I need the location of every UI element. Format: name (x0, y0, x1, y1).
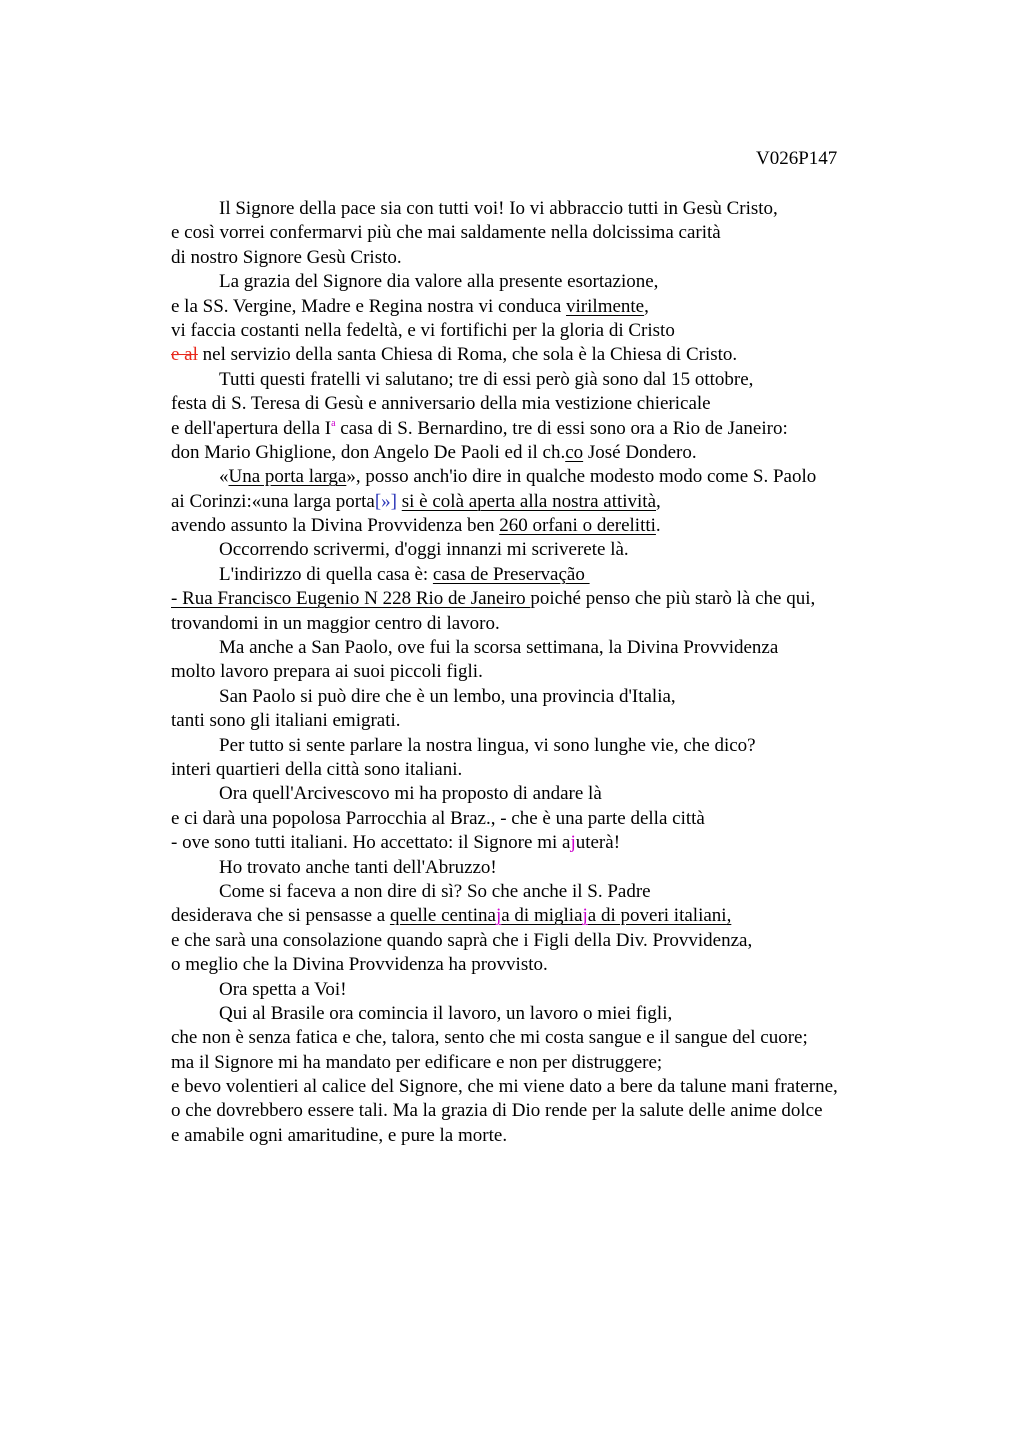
text-line (171, 197, 991, 221)
text-line (171, 270, 991, 294)
text-line (171, 660, 991, 684)
underlined-text: Una porta larga (228, 466, 347, 488)
line-text: , (644, 295, 649, 317)
text-line (171, 587, 991, 611)
line-text: Come si faceva a non dire di sì? So che anche il S. Padre (219, 880, 651, 902)
underlined-text: a di miglia (501, 905, 583, 927)
page-code: V026P147 (756, 148, 838, 169)
text-line (171, 319, 991, 343)
text-line (171, 1099, 991, 1123)
text-line (171, 295, 991, 319)
underlined-text: , (726, 905, 732, 927)
line-text: festa di S. Teresa di Gesù e anniversario della mia vestizione chiericale (171, 393, 711, 415)
text-line (171, 1002, 991, 1026)
text-line (171, 246, 991, 270)
text-line (171, 929, 991, 953)
letter-body (171, 197, 991, 1148)
line-text: don Mario Ghiglione, don Angelo De Paoli ed il ch. (171, 441, 566, 463)
inserted-letter: j (495, 905, 502, 927)
text-line (171, 734, 991, 758)
deleted-text: e al (171, 344, 198, 366)
text-line (171, 221, 991, 245)
line-text: Per tutto si sente parlare la nostra lingua, vi sono lunghe vie, che dico? (219, 734, 756, 756)
line-text: e che sarà una consolazione quando saprà che i Figli della Div. Provvidenza, (171, 929, 753, 951)
underlined-text: co (565, 441, 584, 463)
editorial-bracket: [»] (374, 490, 397, 512)
text-line (171, 953, 991, 977)
line-text: e bevo volentieri al calice del Signore, che mi viene dato a bere da talune mani fraterne, (171, 1076, 838, 1098)
underlined-text: 260 orfani o derelitti (499, 515, 656, 537)
line-text: e dell'apertura della I (171, 417, 332, 439)
line-text: ai Corinzi:«una larga porta (171, 490, 375, 512)
text-line (171, 880, 991, 904)
text-line (171, 465, 991, 489)
line-text: Il Signore della pace sia con tutti voi! Io vi abbraccio tutti in Gesù Cristo, (219, 198, 778, 219)
text-line (171, 758, 991, 782)
line-text: trovandomi in un maggior centro di lavoro. (171, 612, 500, 634)
text-line (171, 368, 991, 392)
line-text: e la SS. Vergine, Madre e Regina nostra vi conduca (171, 295, 567, 317)
text-line (171, 417, 991, 441)
line-text: Tutti questi fratelli vi salutano; tre di essi però già sono dal 15 ottobre, (219, 368, 754, 390)
underlined-text: si è colà aperta alla nostra attività (401, 490, 657, 512)
line-text: che non è senza fatica e che, talora, sento che mi costa sangue e il sangue del cuore; (171, 1027, 808, 1049)
line-text: avendo assunto la Divina Provvidenza ben (171, 515, 500, 537)
text-line (171, 441, 991, 465)
line-text: Ora quell'Arcivescovo mi ha proposto di andare là (219, 783, 602, 805)
text-line (171, 1051, 991, 1075)
line-text: - ove sono tutti italiani. Ho accettato: il Signore mi a (171, 832, 571, 854)
text-line (171, 1124, 991, 1148)
text-line (171, 612, 991, 636)
line-text: Ora spetta a Voi! (219, 978, 347, 1000)
line-text: Qui al Brasile ora comincia il lavoro, un lavoro o miei figli, (219, 1002, 673, 1024)
text-line (171, 563, 991, 587)
line-text: », posso anch'io dire in qualche modesto modo come S. Paolo (346, 466, 817, 488)
text-line (171, 490, 991, 514)
line-text: tanti sono gli italiani emigrati. (171, 710, 401, 732)
line-text: di nostro Signore Gesù Cristo. (171, 246, 402, 268)
text-line (171, 685, 991, 709)
underlined-text: a di poveri italiani (587, 905, 727, 927)
inserted-letter: j (582, 905, 588, 927)
text-line (171, 636, 991, 660)
line-text: « (219, 466, 229, 488)
inserted-letter: j (570, 832, 576, 854)
text-line (171, 538, 991, 562)
line-text: ma il Signore mi ha mandato per edificare e non per distruggere; (171, 1051, 663, 1073)
text-line (171, 343, 991, 367)
line-text: o meglio che la Divina Provvidenza ha provvisto. (171, 954, 548, 976)
line-text: o che dovrebbero essere tali. Ma la grazia di Dio rende per la salute delle anime dolce (171, 1100, 823, 1122)
underlined-text: - Rua Francisco Eugenio N 228 Rio de Janeiro (171, 588, 531, 610)
text-line (171, 782, 991, 806)
line-text: . (655, 515, 661, 537)
line-text: poiché penso che più starò là che qui, (530, 588, 816, 610)
underlined-text: casa de Preservação (432, 563, 590, 585)
line-text: José Dondero. (583, 441, 697, 463)
line-text: Ma anche a San Paolo, ove fui la scorsa settimana, la Divina Provvidenza (219, 637, 779, 659)
line-text: San Paolo si può dire che è un lembo, una provincia d'Italia, (219, 685, 676, 707)
text-line (171, 978, 991, 1002)
underlined-text: quelle centina (389, 905, 496, 927)
line-text: desiderava che si pensasse a (171, 905, 390, 927)
text-line (171, 392, 991, 416)
text-line (171, 1026, 991, 1050)
line-text: uterà! (575, 832, 621, 854)
text-line (171, 709, 991, 733)
line-text: Occorrendo scrivermi, d'oggi innanzi mi scriverete là. (219, 539, 629, 561)
line-text: La grazia del Signore dia valore alla presente esortazione, (219, 271, 659, 293)
line-text: vi faccia costanti nella fedeltà, e vi fortifichi per la gloria di Cristo (171, 319, 675, 341)
line-text: molto lavoro prepara ai suoi piccoli figli. (171, 661, 483, 683)
line-text: e ci darà una popolosa Parrocchia al Braz., - che è una parte della città (171, 807, 705, 829)
text-line (171, 904, 991, 928)
text-line (171, 856, 991, 880)
text-line (171, 514, 991, 538)
text-line (171, 1075, 991, 1099)
line-text: L'indirizzo di quella casa è: (219, 563, 433, 585)
line-text: e amabile ogni amaritudine, e pure la morte. (171, 1124, 508, 1146)
text-line (171, 807, 991, 831)
line-text: nel servizio della santa Chiesa di Roma, che sola è la Chiesa di Cristo. (197, 344, 738, 366)
line-text: casa di S. Bernardino, tre di essi sono ora a Rio de Janeiro: (335, 417, 788, 439)
superscript-text: a (331, 417, 336, 429)
line-text: Ho trovato anche tanti dell'Abruzzo! (219, 856, 497, 878)
line-text: e così vorrei confermarvi più che mai saldamente nella dolcissima carità (171, 222, 721, 244)
line-text: , (656, 490, 661, 512)
line-text: interi quartieri della città sono italiani. (171, 758, 463, 780)
underlined-text: virilmente (566, 295, 645, 317)
text-line (171, 831, 991, 855)
